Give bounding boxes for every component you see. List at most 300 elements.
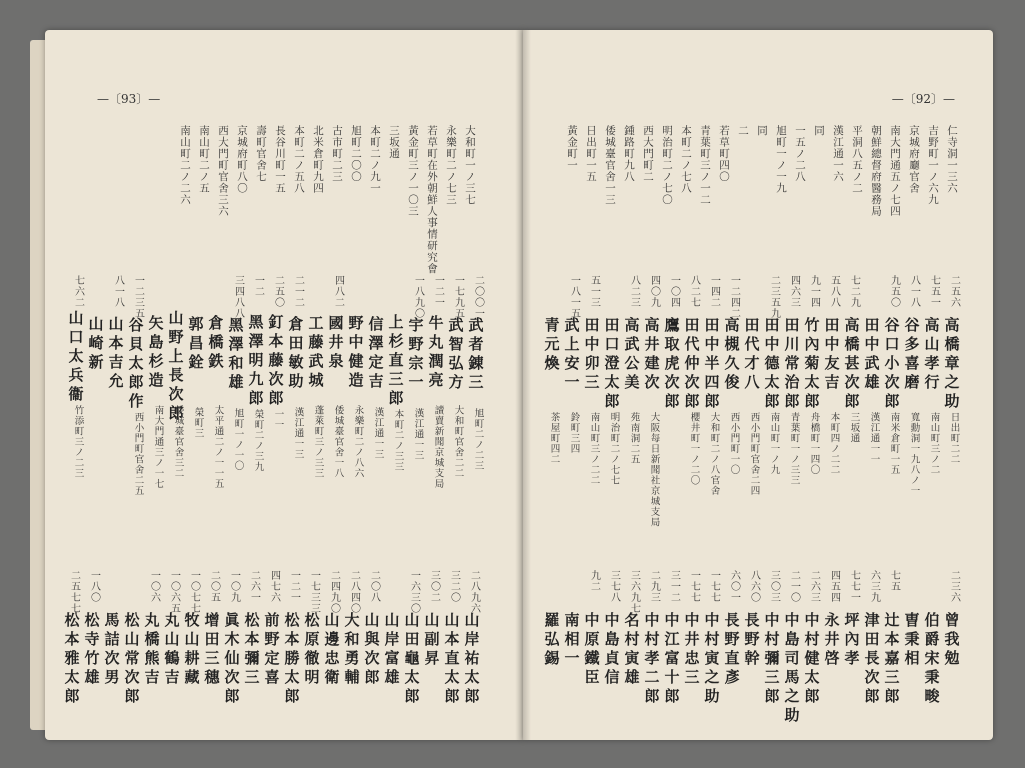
entry-address: 永樂町二ノ八六	[352, 405, 364, 479]
entry-number: 三〇三	[768, 570, 780, 603]
entry-address: 榮町二ノ三九	[252, 409, 264, 473]
entry-name: 武者錬三	[466, 317, 485, 393]
directory-entry	[602, 275, 619, 495]
entry-number: 八六〇	[748, 570, 760, 603]
entry-name: 郭昌銓	[186, 315, 205, 373]
entry-number: 一〇九	[228, 570, 240, 603]
directory-entry	[386, 275, 403, 475]
entry-number: 三六九七	[628, 570, 640, 614]
entry-name: 高井建次	[642, 317, 661, 393]
entry-number: 一八九〇	[412, 275, 424, 319]
address-line: 鍾路町九八	[623, 125, 635, 183]
directory-entry	[642, 275, 661, 528]
entry-address: 漢江通一一	[868, 412, 880, 465]
entry-block-low	[542, 570, 959, 740]
directory-entry	[426, 275, 445, 489]
directory-entry	[722, 570, 739, 740]
entry-name: 黑澤明九郎	[246, 314, 265, 410]
book-gutter	[515, 30, 531, 740]
address-line: 壽町官舍七	[255, 125, 267, 183]
entry-name: 矢島杉造	[146, 314, 165, 391]
entry-address: 舟橋町一四〇	[808, 412, 820, 475]
entry-number: 一〇六	[148, 570, 160, 603]
address-line: 南山町二ノ五	[198, 125, 210, 194]
address-block-top	[561, 125, 957, 255]
entry-address	[107, 407, 123, 475]
entry-address: 倭城臺官舍三二	[172, 405, 184, 479]
entry-number: 一〇六五	[168, 570, 180, 614]
directory-entry	[902, 570, 919, 740]
entry-name: 松山常次郎	[122, 612, 141, 707]
entry-number: 二六一	[248, 570, 260, 603]
entry-number: 二〇〇一	[472, 275, 484, 319]
directory-entry	[942, 570, 959, 740]
address-line: 長谷川町一五	[274, 125, 286, 194]
directory-entry	[922, 275, 939, 495]
address-line: 同	[756, 125, 768, 137]
entry-address: 南米倉町一五	[888, 412, 900, 475]
entry-number: 一二四二	[728, 275, 740, 319]
entry-number: 一七九五	[452, 275, 464, 319]
entry-name: 山邊忠衛	[322, 612, 341, 688]
entry-number: 六〇一	[728, 570, 740, 603]
entry-name: 上杉直三郎	[386, 314, 405, 410]
entry-number: 一八〇	[88, 570, 100, 603]
entry-name: 國井泉	[326, 314, 345, 372]
entry-name: 山田龜太郎	[402, 612, 421, 707]
entry-number: 二八九六	[468, 570, 480, 614]
entry-number: 二五〇	[272, 275, 284, 308]
directory-entry	[322, 570, 339, 740]
entry-name: 中村健太郎	[802, 612, 821, 707]
directory-entry	[82, 570, 99, 740]
entry-number	[187, 275, 203, 316]
entry-name: 山副昇	[422, 612, 441, 669]
entry-name: 松本彌三	[242, 612, 261, 688]
entry-number: 一二一	[288, 570, 300, 603]
entry-number: 一七三三	[308, 570, 320, 614]
entry-address: 榮町三	[192, 407, 204, 439]
entry-number	[103, 570, 119, 612]
directory-entry	[446, 275, 465, 479]
entry-name: 大和勇輔	[342, 612, 361, 688]
entry-number: 三二〇	[448, 570, 460, 603]
entry-number	[367, 275, 383, 316]
entry-name: 倉橋鉄	[206, 314, 225, 372]
directory-entry	[802, 275, 819, 495]
entry-name: 田中半四郎	[702, 317, 721, 412]
address-line: 仁寺洞一三六	[946, 125, 958, 194]
entry-number: 九二	[588, 570, 600, 592]
entry-block-low	[62, 570, 479, 740]
entry-name: 武上安一	[562, 317, 581, 393]
entry-number: 五一三	[588, 275, 600, 308]
entry-name: 田中友吉	[822, 317, 841, 393]
entry-number: 一四二	[708, 275, 720, 308]
entry-name: 長野幹	[742, 612, 761, 669]
directory-entry	[142, 570, 159, 740]
entry-name: 馬詰次男	[102, 612, 121, 688]
entry-address: 讀賣新聞京城支局	[432, 405, 444, 489]
entry-name: 田中卯三	[582, 317, 601, 393]
directory-entry	[246, 275, 263, 475]
entry-name: 長野直彥	[722, 612, 741, 688]
directory-entry	[582, 275, 599, 495]
entry-name: 山岸祐太郎	[462, 612, 481, 707]
entry-address: 寬勳洞一九八ノ一	[908, 412, 920, 496]
entry-number: 二〇五	[208, 570, 220, 603]
entry-number: 二五七七	[68, 570, 80, 614]
entry-number: 一七七	[688, 570, 700, 603]
directory-entry	[922, 570, 939, 740]
entry-number: 七二九	[848, 275, 860, 308]
directory-entry	[622, 570, 639, 740]
left-page	[45, 30, 523, 740]
entry-number: 二五六	[948, 275, 960, 308]
entry-number: 一八一五	[568, 275, 580, 319]
entry-name: 丸橋熊吉	[142, 612, 161, 688]
entry-address: 大阪每日新聞社京城支局	[648, 412, 660, 528]
entry-number: 五八八	[828, 275, 840, 308]
entry-name: 山與次郎	[362, 612, 381, 688]
entry-name: 工藤武城	[306, 314, 325, 391]
directory-entry	[266, 275, 283, 475]
directory-entry	[742, 275, 759, 495]
entry-number	[923, 570, 939, 612]
entry-name: 宇野宗一	[406, 317, 425, 393]
entry-name: 谷多喜磨	[902, 317, 921, 393]
entry-name: 辻本嘉三郎	[882, 612, 901, 707]
entry-number	[863, 275, 879, 317]
directory-entry	[102, 570, 119, 740]
address-line: 南大門通五ノ七四	[889, 125, 901, 217]
entry-address: 南大門通三ノ一七	[152, 405, 164, 489]
entry-name: 山野上長次郎	[166, 310, 185, 424]
entry-address: 鈴町三四	[568, 412, 580, 454]
directory-entry	[122, 570, 139, 740]
entry-number: 一二	[252, 275, 264, 297]
directory-entry	[146, 275, 165, 489]
entry-number: 八一八	[908, 275, 920, 308]
directory-entry	[222, 570, 239, 740]
entry-address: 旭町二ノ二三	[472, 407, 484, 471]
entry-block-mid	[66, 275, 485, 496]
directory-entry	[126, 275, 145, 496]
entry-number: 四六三	[788, 275, 800, 308]
entry-number: 二一二	[292, 275, 304, 308]
entry-name: 牛丸潤亮	[426, 314, 445, 391]
entry-name: 名村寅雄	[622, 612, 641, 688]
entry-name: 谷貝太郎作	[126, 317, 145, 412]
directory-entry	[362, 570, 379, 740]
directory-entry	[402, 570, 419, 740]
directory-entry	[802, 570, 819, 740]
entry-number	[387, 275, 403, 314]
entry-number: 一〇四	[668, 275, 680, 308]
entry-name: 津田長次郎	[862, 612, 881, 707]
directory-entry	[882, 570, 899, 740]
entry-number	[383, 570, 399, 612]
entry-address: 大和町二ノ八官舍	[708, 412, 720, 496]
directory-entry	[942, 275, 959, 495]
directory-entry	[282, 570, 299, 740]
address-line: 西大門町二	[642, 125, 654, 183]
entry-number: 九五〇	[888, 275, 900, 308]
entry-name: 青元煥	[542, 317, 561, 374]
entry-name: 南相一	[562, 612, 581, 669]
entry-name: 鷹取虎次郎	[662, 317, 681, 412]
entry-address: 大和町官舍二二	[452, 405, 464, 479]
entry-name: 倉田敏助	[286, 315, 305, 392]
entry-number	[147, 275, 163, 315]
entry-address: 旭町一ノ一〇	[232, 407, 244, 471]
entry-address: 倭城臺官舍一八	[332, 405, 344, 479]
entry-name: 牧山耕藏	[182, 612, 201, 688]
directory-entry	[882, 275, 899, 495]
entry-number	[903, 570, 919, 612]
entry-name: 田代才八	[742, 317, 761, 393]
entry-address: 蓬萊町三ノ三三	[312, 405, 324, 479]
address-line: 三坂通	[388, 125, 400, 160]
entry-address: 茶屋町四二	[548, 412, 560, 465]
directory-entry	[662, 570, 679, 740]
directory-entry	[326, 275, 345, 479]
address-line: 北米倉町九四	[312, 125, 324, 194]
entry-name: 高武公美	[622, 317, 641, 393]
entry-number: 二三六	[948, 570, 960, 603]
entry-number: 三七八	[608, 570, 620, 603]
entry-name: 山口太兵衞	[66, 310, 85, 405]
entry-name: 田中德太郎	[762, 317, 781, 412]
address-line: 京城府廳官舍	[908, 125, 920, 194]
directory-entry	[582, 570, 599, 740]
directory-entry	[162, 570, 179, 740]
entry-block-mid	[542, 275, 961, 528]
directory-entry	[66, 275, 85, 479]
entry-address: 漢江通一三	[412, 407, 424, 461]
directory-entry	[366, 275, 383, 475]
entry-address: 南山町三ノ二二	[588, 412, 600, 486]
directory-entry	[242, 570, 259, 740]
entry-name: 高槻久俊	[722, 317, 741, 393]
address-line: 若草町四〇	[718, 125, 730, 183]
entry-name: 武智弘方	[446, 317, 465, 393]
address-line: 青葉町三ノ一二	[699, 125, 711, 206]
entry-name: 田川常治郎	[782, 317, 801, 412]
directory-entry	[682, 275, 699, 495]
entry-name: 野中健造	[346, 314, 365, 391]
directory-entry	[342, 570, 359, 740]
address-line: 若草町在外朝鮮人事情研究會	[426, 125, 438, 275]
directory-entry	[902, 275, 919, 495]
directory-entry	[842, 570, 859, 740]
address-line: 永樂町二ノ七三	[445, 125, 457, 206]
directory-entry	[642, 570, 659, 740]
entry-number: 八二三	[628, 275, 640, 308]
address-line: 黃金町三ノ一〇三	[407, 125, 419, 217]
entry-number	[347, 275, 363, 315]
entry-name: 高橋甚次郎	[842, 317, 861, 412]
page-number: —〔92〕—	[891, 92, 955, 106]
entry-name: 坪內孝	[842, 612, 861, 669]
entry-number: 一六三〇	[408, 570, 420, 614]
entry-name: 中井忠三	[682, 612, 701, 688]
directory-entry	[722, 275, 739, 495]
address-line: 本町二ノ七八	[680, 125, 692, 194]
address-line: 漢江通一六	[832, 125, 844, 183]
entry-number	[543, 275, 559, 317]
entry-number: 七七一	[848, 570, 860, 603]
address-line: 古市町二三	[331, 125, 343, 183]
entry-number	[563, 570, 579, 612]
entry-number: 三〇二	[428, 570, 440, 603]
directory-entry	[822, 570, 839, 740]
directory-entry	[542, 275, 559, 495]
entry-number: 二四九〇	[328, 570, 340, 614]
entry-number: 二一〇	[788, 570, 800, 603]
address-line: 平洞八五ノ二	[851, 125, 863, 194]
directory-entry	[106, 275, 123, 475]
directory-entry	[742, 570, 759, 740]
directory-entry	[86, 275, 103, 475]
entry-number	[167, 275, 183, 310]
entry-name: 伯爵宋秉畯	[922, 612, 941, 707]
directory-entry	[226, 275, 243, 475]
entry-number: 一二一	[432, 275, 444, 308]
entry-name: 中村寅之助	[702, 612, 721, 707]
entry-name: 中村彌三郎	[762, 612, 781, 707]
entry-number: 八一八	[112, 275, 124, 308]
address-line: 明治町二ノ七〇	[661, 125, 673, 206]
entry-number: 二八四〇	[348, 570, 360, 614]
entry-name: 高橋章之助	[942, 317, 961, 412]
directory-entry	[462, 570, 479, 740]
entry-name: 羅弘錫	[542, 612, 561, 669]
directory-entry	[702, 570, 719, 740]
entry-name: 中村孝二郎	[642, 612, 661, 707]
entry-number: 二三五九	[768, 275, 780, 319]
entry-address: 南山町三ノ二	[928, 412, 940, 475]
entry-number: 八二七	[688, 275, 700, 308]
directory-entry	[206, 275, 225, 489]
directory-entry	[186, 275, 203, 475]
entry-name: 中島司馬之助	[782, 612, 801, 726]
directory-entry	[762, 570, 779, 740]
entry-name: 高山孝行	[922, 317, 941, 393]
address-line: 一五ノ二八	[794, 125, 806, 183]
directory-entry	[842, 275, 859, 495]
entry-name: 釘本藤次郎	[266, 314, 285, 410]
directory-entry	[562, 570, 579, 740]
entry-address: 三坂通	[848, 412, 860, 444]
directory-entry	[302, 570, 319, 740]
address-line: 吉野町一ノ六九	[927, 125, 939, 206]
entry-number	[307, 275, 323, 315]
entry-address: 一一	[272, 409, 284, 431]
entry-number: 七五	[888, 570, 900, 592]
entry-number: 一〇七七	[188, 570, 200, 614]
address-line: 倭城臺官舍一三	[604, 125, 616, 206]
address-line: 京城府町八〇	[236, 125, 248, 194]
entry-name: 中原鐵臣	[582, 612, 601, 688]
directory-entry	[306, 275, 325, 479]
directory-entry	[602, 570, 619, 740]
entry-address	[663, 412, 679, 482]
entry-address: 西小門町一〇	[728, 412, 740, 475]
entry-number: 四八二	[332, 275, 344, 308]
entry-name: 增田三穗	[202, 612, 221, 688]
entry-number	[207, 275, 223, 315]
directory-entry	[382, 570, 399, 740]
entry-name: 前野定喜	[262, 612, 281, 688]
entry-name: 中島貞信	[602, 612, 621, 688]
entry-name: 山本吉允	[106, 315, 125, 392]
entry-address: 西小門町官舍二四	[748, 412, 760, 496]
entry-number: 一二三五	[132, 275, 144, 319]
entry-number	[123, 570, 139, 612]
entry-address: 苑南洞二五	[628, 412, 640, 465]
entry-address: 櫻井町一ノ二〇	[688, 412, 700, 486]
address-block-top	[174, 125, 476, 275]
entry-number: 三四八八	[232, 275, 244, 319]
entry-name: 信澤定吉	[366, 315, 385, 392]
entry-address: 明治町二ノ七七	[608, 412, 620, 486]
entry-name: 曺秉相	[902, 612, 921, 669]
entry-name: 松原徹明	[302, 612, 321, 688]
entry-name: 山本直太郎	[442, 612, 461, 707]
entry-number: 四五四	[828, 570, 840, 603]
address-line: 黃金町一	[566, 125, 578, 171]
directory-entry	[442, 570, 459, 740]
entry-address: 太平通二ノ一一五	[212, 405, 224, 489]
entry-number: 四七六	[268, 570, 280, 603]
address-line: 同	[813, 125, 825, 137]
entry-name: 松寺竹雄	[82, 612, 101, 688]
entry-number	[603, 275, 619, 317]
directory-entry	[862, 570, 879, 740]
entry-number: 三一二	[668, 570, 680, 603]
directory-entry	[542, 570, 559, 740]
entry-address: 漢江通一三	[372, 407, 384, 460]
entry-name: 山岸富雄	[382, 612, 401, 688]
entry-address: 西小門町官舍二五	[132, 412, 144, 496]
page-number: —〔93〕—	[97, 92, 161, 106]
directory-entry	[622, 275, 639, 495]
entry-name: 谷口小次郎	[882, 317, 901, 412]
address-line: 本町二ノ五八	[293, 125, 305, 194]
address-line: 本町二ノ九一	[369, 125, 381, 194]
address-line: 西大門町官舍三六	[217, 125, 229, 217]
entry-number: 九一四	[808, 275, 820, 308]
entry-name: 山崎新	[86, 315, 105, 373]
entry-address: 日出町二二	[948, 412, 960, 465]
entry-number: 二六三	[808, 570, 820, 603]
directory-entry	[202, 570, 219, 740]
entry-number: 二〇八	[368, 570, 380, 603]
entry-number: 四〇九	[648, 275, 660, 308]
entry-name: 松本雅太郎	[62, 612, 81, 707]
entry-name: 中江富十郎	[662, 612, 681, 707]
entry-name: 永井啓	[822, 612, 841, 669]
entry-address: 本町二ノ三三	[392, 409, 404, 473]
entry-number: 七五一	[928, 275, 940, 308]
entry-address: 漢江通一三	[292, 407, 304, 460]
address-line: 南山町二ノ二六	[179, 125, 191, 206]
entry-number	[87, 275, 103, 316]
entry-address: 青葉町一ノ三三	[788, 412, 800, 486]
entry-number: 二九三	[648, 570, 660, 603]
directory-entry	[422, 570, 439, 740]
